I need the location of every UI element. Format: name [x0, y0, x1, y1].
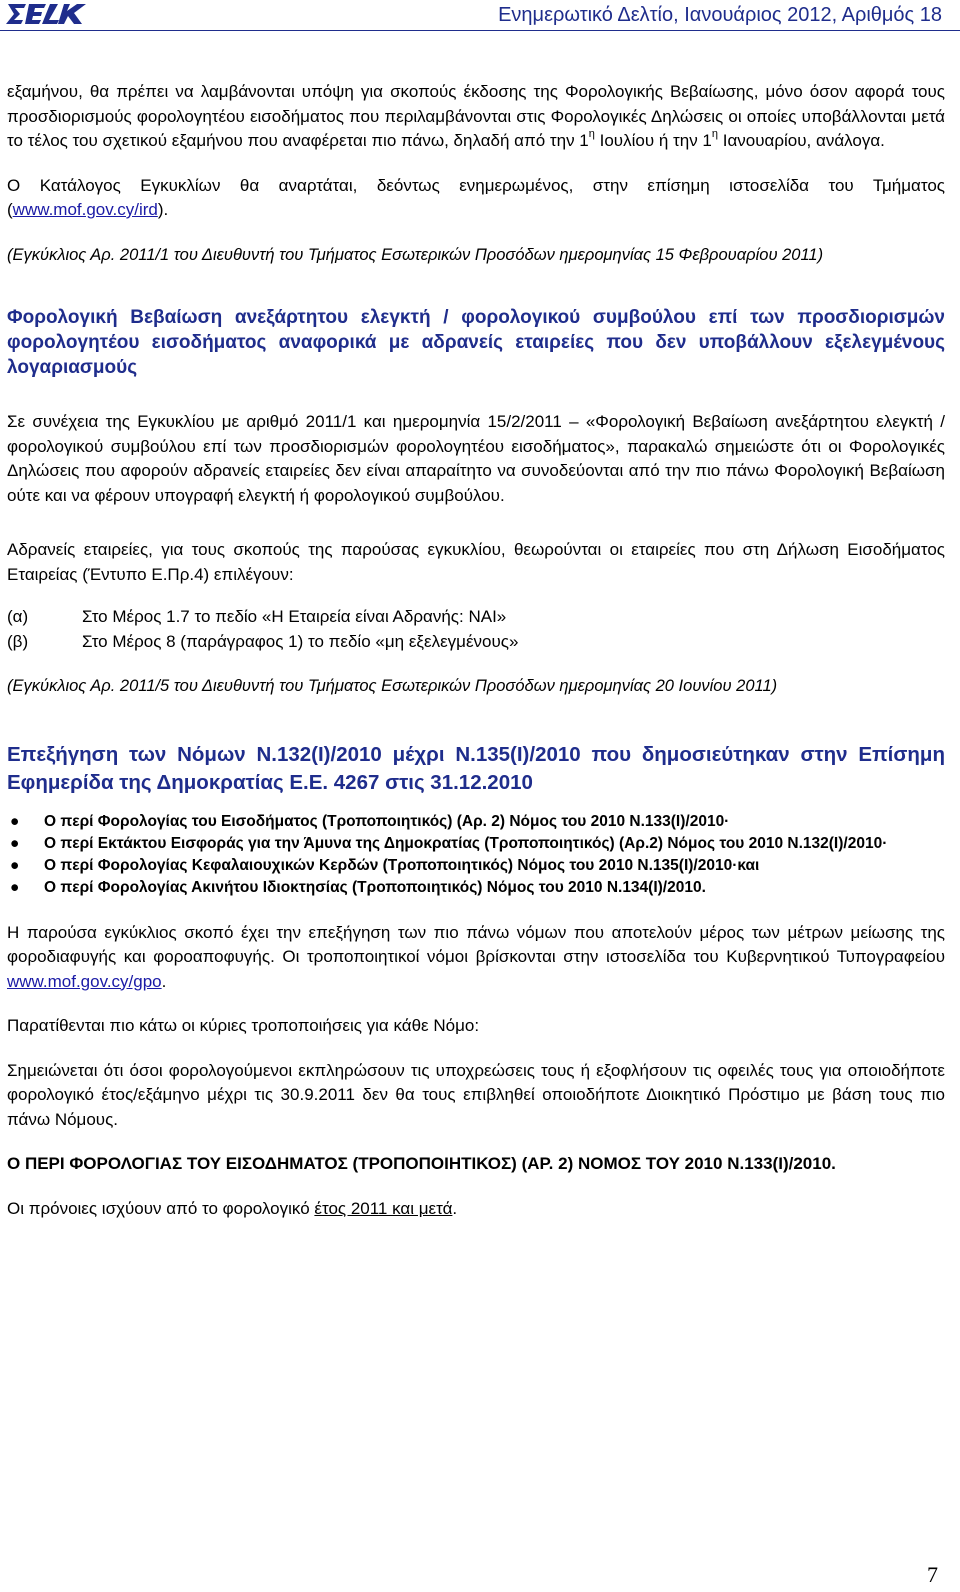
ird-website-link[interactable]: www.mof.gov.cy/ird — [12, 200, 158, 219]
selk-logo — [6, 2, 88, 26]
bullet-icon: ● — [10, 878, 20, 896]
gpo-website-link[interactable]: www.mof.gov.cy/gpo — [7, 971, 162, 991]
paragraph-circular-purpose: Η παρούσα εγκύκλιος σκοπό έχει την επεξήγηση των πιο πάνω νόμων που αποτελούν μέρος των μέτρων μείωσης της φοροδιαφυγής και φοροαποφυγής. Οι τροποποιητικοί νόμοι βρίσκονται στην ιστοσελίδα του Κυβερνητικού Τυπογραφείου www.mof.gov.cy/gpo. — [7, 922, 945, 991]
law-item: ● Ο περί Εκτάκτου Εισφοράς για την Άμυνα της Δημοκρατίας (Τροποποιητικός) (Αρ.2) Νόμος του 2010 Ν.132(Ι)/2010· — [7, 833, 945, 855]
circular-reference-1: (Εγκύκλιος Αρ. 2011/1 του Διευθυντή του Τμήματος Εσωτερικών Προσόδων ημερομηνίας 15 Φεβρουαρίου 2011) — [7, 245, 824, 264]
paragraph-catalogue: Ο Κατάλογος Εγκυκλίων θα αναρτάται, δεόντως ενημερωμένος, στην επίσημη ιστοσελίδα του Τμήματος (www.mof.gov.cy/ird). — [7, 175, 945, 219]
section-heading-income-tax-law: Ο ΠΕΡΙ ΦΟΡΟΛΟΓΙΑΣ ΤΟΥ ΕΙΣΟΔΗΜΑΤΟΣ (ΤΡΟΠΟΠΟΙΗΤΙΚΟΣ) (ΑΡ. 2) ΝΟΜΟΣ ΤΟΥ 2010 Ν.133(Ι)/2010. — [7, 1154, 836, 1173]
bullet-icon: ● — [10, 812, 20, 830]
paragraph-main-amendments: Παρατίθενται πιο κάτω οι κύριες τροποποιήσεις για κάθε Νόμο: — [7, 1016, 480, 1035]
bullet-icon: ● — [10, 856, 20, 874]
law-item: ● Ο περί Φορολογίας Κεφαλαιουχικών Κερδών (Τροποποιητικός) Νόμος του 2010 Ν.135(Ι)/2010·και — [7, 855, 945, 877]
law-item: ● Ο περί Φορολογίας του Εισοδήματος (Τροποποιητικός) (Αρ. 2) Νόμος του 2010 Ν.133(Ι)/2010· — [7, 811, 945, 833]
paragraph-circular-followup: Σε συνέχεια της Εγκυκλίου με αριθμό 2011/1 και ημερομηνία 15/2/2011 – «Φορολογική Βεβαίωση ανεξάρτητου ελεγκτή / φορολογικού συμβούλου επί των προσδιορισμών φορολογητέου εισοδήματος», παρακαλώ σημειώστε ότι οι Φορολογικές Δηλώσεις που αφορούν αδρανείς εταιρείες δεν είναι απαραίτητο να συνοδεύονται από την πιο πάνω Φορολογική Βεβαίωση ούτε και να φέρουν υπογραφή ελεγκτή ή φορολογικού συμβούλου. — [7, 412, 945, 505]
document-body — [7, 80, 945, 1221]
header-title: Ενημερωτικό Δελτίο, Ιανουάριος 2012, Αριθμός 18 — [498, 4, 942, 26]
page-number: 7 — [927, 1562, 938, 1587]
options-list — [7, 605, 945, 654]
header-divider — [0, 30, 960, 31]
section-heading-tax-certificate: Φορολογική Βεβαίωση ανεξάρτητου ελεγκτή / φορολογικού συμβούλου επί των προσδιορισμών φορολογητέου εισοδήματος αναφορικά με αδρανείς εταιρείες που δεν υποβάλλουν εξελεγμένους λογαριασμούς — [7, 307, 945, 378]
bullet-icon: ● — [10, 834, 20, 852]
laws-list — [7, 811, 945, 899]
section-heading-laws: Επεξήγηση των Νόμων Ν.132(Ι)/2010 μέχρι Ν.135(Ι)/2010 που δημοσιεύτηκαν στην Επίσημη Εφημερίδα της Δημοκρατίας Ε.Ε. 4267 στις 31.12.2010 — [7, 742, 945, 794]
page-header — [0, 0, 960, 34]
paragraph-dormant-companies: Αδρανείς εταιρείες, για τους σκοπούς της παρούσας εγκυκλίου, θεωρούνται οι εταιρείες που στη Δήλωση Εισοδήματος Εταιρείας (Έντυπο Ε.Πρ.4) επιλέγουν: — [7, 540, 945, 584]
paragraph-effective-date: Οι πρόνοιες ισχύουν από το φορολογικό έτος 2011 και μετά. — [7, 1198, 458, 1218]
option-item-b: (β) Στο Μέρος 8 (παράγραφος 1) το πεδίο «μη εξελεγμένους» — [7, 631, 519, 651]
circular-reference-2: (Εγκύκλιος Αρ. 2011/5 του Διευθυντή του Τμήματος Εσωτερικών Προσόδων ημερομηνίας 20 Ιουνίου 2011) — [7, 677, 778, 695]
option-item-a: (α) Στο Μέρος 1.7 το πεδίο «Η Εταιρεία είναι Αδρανής: ΝΑΙ» — [7, 607, 507, 626]
law-item: ● Ο περί Φορολογίας Ακινήτου Ιδιοκτησίας (Τροποποιητικός) Νόμος του 2010 Ν.134(Ι)/2010. — [7, 877, 945, 899]
paragraph-semester: εξαμήνου, θα πρέπει να λαμβάνονται υπόψη για σκοπούς έκδοσης της Φορολογικής Βεβαίωσης, μόνο όσον αφορά τους προσδιορισμούς φορολογητέου εισοδήματος που περιλαμβάνονται στις Φορολογικές Δηλώσεις οι οποίες υποβάλλονται μετά το τέλος του σχετικού εξαμήνου που αναφέρεται πιο πάνω, δηλαδή από την $1^\eta$ Ιουλίου ή την $1^\eta$ Ιανουαρίου, ανάλογα. — [7, 82, 945, 150]
paragraph-penalty-note: Σημειώνεται ότι όσοι φορολογούμενοι εκπληρώσουν τις υποχρεώσεις τους ή εξοφλήσουν τις οφειλές τους για οποιοδήποτε φορολογικό έτος/εξάμηνο μέχρι τις 30.9.2011 δεν θα τους επιβληθεί οποιοδήποτε Διοικητικό Πρόστιμο με βάση τους πιο πάνω Νόμους. — [7, 1060, 945, 1129]
